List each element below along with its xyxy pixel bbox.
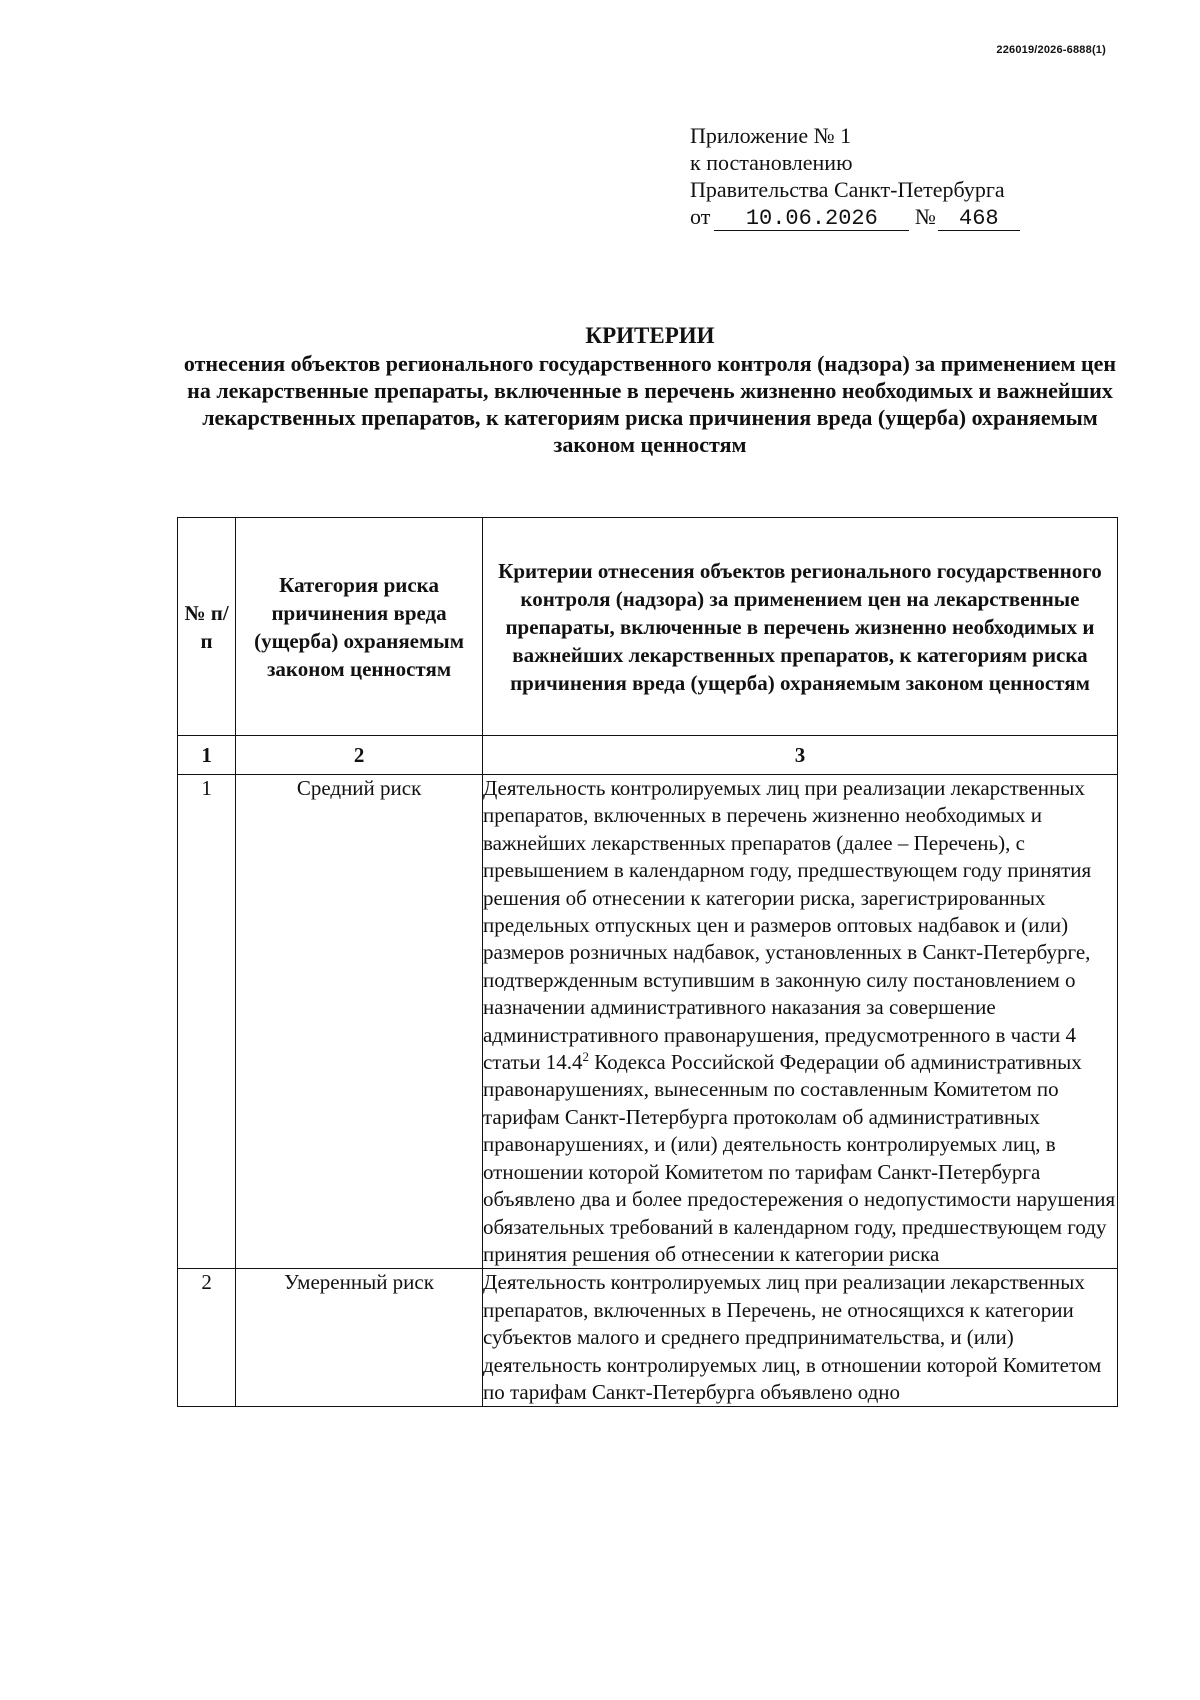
document-registration-number: 226019/2026-6888(1) <box>996 44 1106 56</box>
number-prefix: № <box>914 204 936 229</box>
table-header-row <box>178 518 1118 736</box>
risk-criteria <box>482 775 1117 1269</box>
risk-category: Средний риск <box>236 775 483 1269</box>
column-number: 2 <box>236 736 483 775</box>
column-number: 1 <box>178 736 236 775</box>
appendix-date-number-line <box>690 203 1020 231</box>
risk-category: Умеренный риск <box>236 1269 483 1407</box>
header-number: № п/п <box>178 518 236 736</box>
column-number: 3 <box>482 736 1117 775</box>
row-number: 1 <box>178 775 236 1269</box>
table-row <box>178 1269 1118 1407</box>
title-main: КРИТЕРИИ <box>585 323 715 348</box>
row-number: 2 <box>178 1269 236 1407</box>
table-row <box>178 775 1118 1269</box>
appendix-line-3: Правительства Санкт-Петербурга <box>690 177 1005 202</box>
appendix-header <box>690 122 1020 231</box>
criteria-text-part: Кодекса Российской Федерации об административных правонарушениях, вынесенным по составленным Комитетом по тарифам Санкт-Петербурга протоколам об административных правонарушениях, и (или) деятельность контролируемых лиц, в отношении которой Комитетом по тарифам Санкт-Петербурга объявлено два и более предостережения о недопустимости нарушения обязательных требований в календарном году, предшествующем году принятия решения об отнесении к категории риска <box>482 1050 1116 1266</box>
header-criteria: Критерии отнесения объектов регионального государственного контроля (надзора) за применением цен на лекарственные препараты, включенные в перечень жизненно необходимых и важнейших лекарственных препаратов, к категориям риска причинения вреда (ущерба) охраняемым законом ценностям <box>482 518 1117 736</box>
date-prefix: от <box>690 204 711 229</box>
decree-number: 468 <box>938 208 1020 231</box>
appendix-line-2: к постановлению <box>690 150 853 175</box>
header-category: Категория риска причинения вреда (ущерба) охраняемым законом ценностям <box>236 518 483 736</box>
column-number-row <box>178 736 1118 775</box>
criteria-superscript: 2 <box>582 1049 589 1065</box>
document-title <box>170 322 1130 458</box>
risk-criteria: Деятельность контролируемых лиц при реализации лекарственных препаратов, включенных в Перечень, не относящихся к категории субъектов малого и среднего предпринимательства, и (или) деятельность контролируемых лиц, в отношении которой Комитетом по тарифам Санкт-Петербурга объявлено одно <box>482 1269 1117 1407</box>
decree-date: 10.06.2026 <box>714 208 909 231</box>
criteria-text-part: Деятельность контролируемых лиц при реализации лекарственных препаратов, включенных в перечень жизненно необходимых и важнейших лекарственных препаратов (далее – Перечень), с превышением в календарном году, предшествующем году принятия решения об отнесении к категории риска, зарегистрированных предельных отпускных цен и размеров оптовых надбавок и (или) размеров розничных надбавок, установленных в Санкт-Петербурге, подтвержденным вступившим в законную силу постановлением о назначении административного наказания за совершение административного правонарушения, предусмотренного в части 4 статьи 14.4 <box>482 776 1092 1075</box>
criteria-table <box>177 517 1118 1407</box>
appendix-line-1: Приложение № 1 <box>690 123 852 148</box>
title-subtitle: отнесения объектов регионального государственного контроля (надзора) за применением цен на лекарственные препараты, включенные в перечень жизненно необходимых и важнейших лекарственных препаратов, к категориям риска причинения вреда (ущерба) охраняемым законом ценностям <box>183 351 1117 457</box>
